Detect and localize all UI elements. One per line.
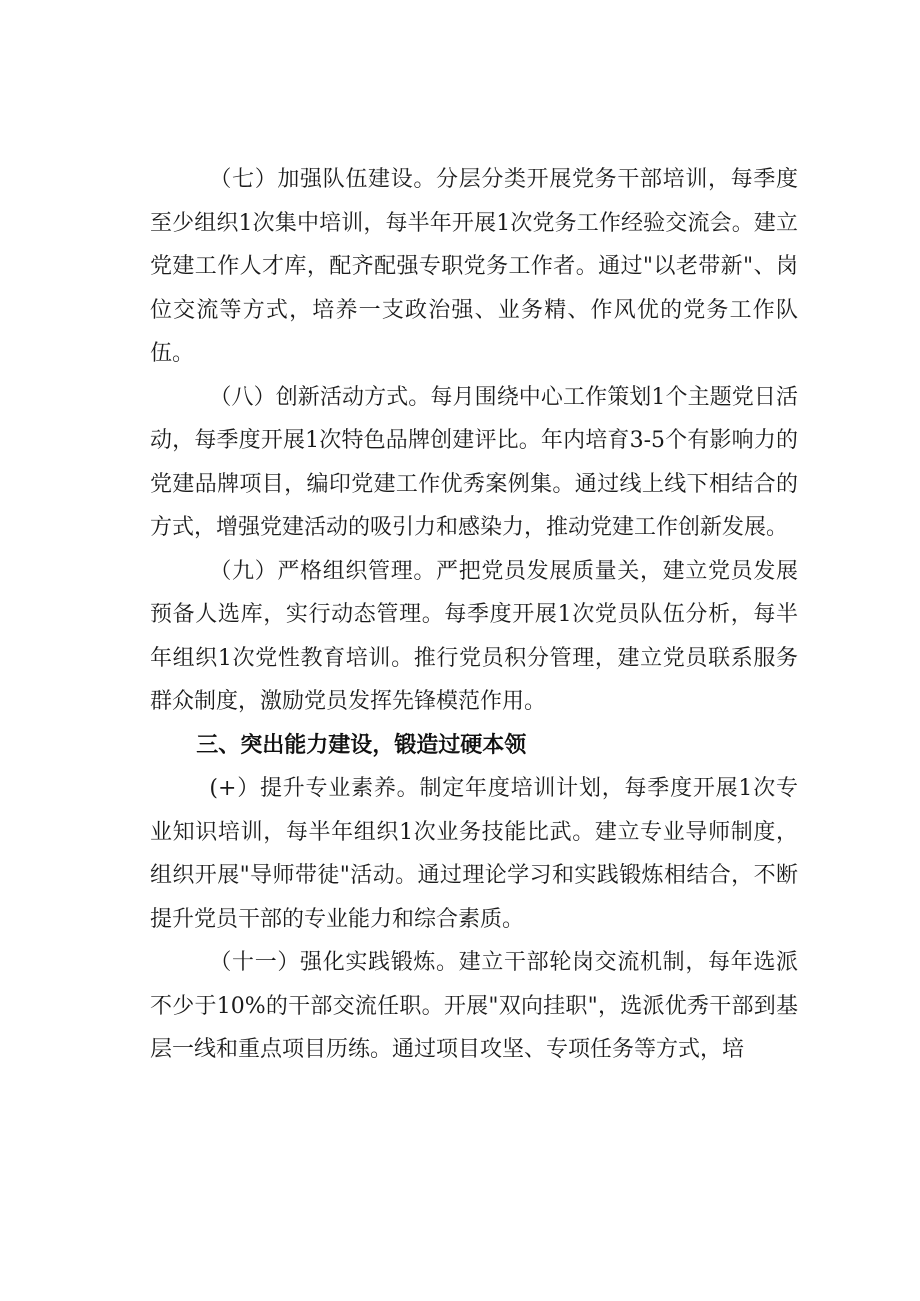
paragraph-9: （九）严格组织管理。严把党员发展质量关，建立党员发展预备人选库，实行动态管理。每季度开展1次党员队伍分析，每半年组织1次党性教育培训。推行党员积分管理，建立党员联系服务群众制度，激励党员发挥先锋模范作用。 xyxy=(150,558,798,714)
paragraph-11: （十一）强化实践锻炼。建立干部轮岗交流机制，每年选派不少于10%的干部交流任职。开展"双向挂职"，选派优秀干部到基层一线和重点项目历练。通过项目攻坚、专项任务等方式，培 xyxy=(150,950,798,1062)
document-body xyxy=(150,158,798,1072)
section-heading: 三、突出能力建设，锻造过硬本领 xyxy=(196,732,527,758)
paragraph-8: （八）创新活动方式。每月围绕中心工作策划1个主题党日活动，每季度开展1次特色品牌创建评比。年内培育3-5个有影响力的党建品牌项目，编印党建工作优秀案例集。通过线上线下相结合的方式，增强党建活动的吸引力和感染力，推动党建工作创新发展。 xyxy=(150,384,798,540)
paragraph-10: (+）提升专业素养。制定年度培训计划，每季度开展1次专业知识培训，每半年组织1次业务技能比武。建立专业导师制度，组织开展"导师带徒"活动。通过理论学习和实践锻炼相结合，不断提升党员干部的专业能力和综合素质。 xyxy=(150,776,798,932)
paragraph-7: （七）加强队伍建设。分层分类开展党务干部培训，每季度至少组织1次集中培训，每半年开展1次党务工作经验交流会。建立党建工作人才库，配齐配强专职党务工作者。通过"以老带新"、岗位交流等方式，培养一支政治强、业务精、作风优的党务工作队伍。 xyxy=(150,167,798,366)
